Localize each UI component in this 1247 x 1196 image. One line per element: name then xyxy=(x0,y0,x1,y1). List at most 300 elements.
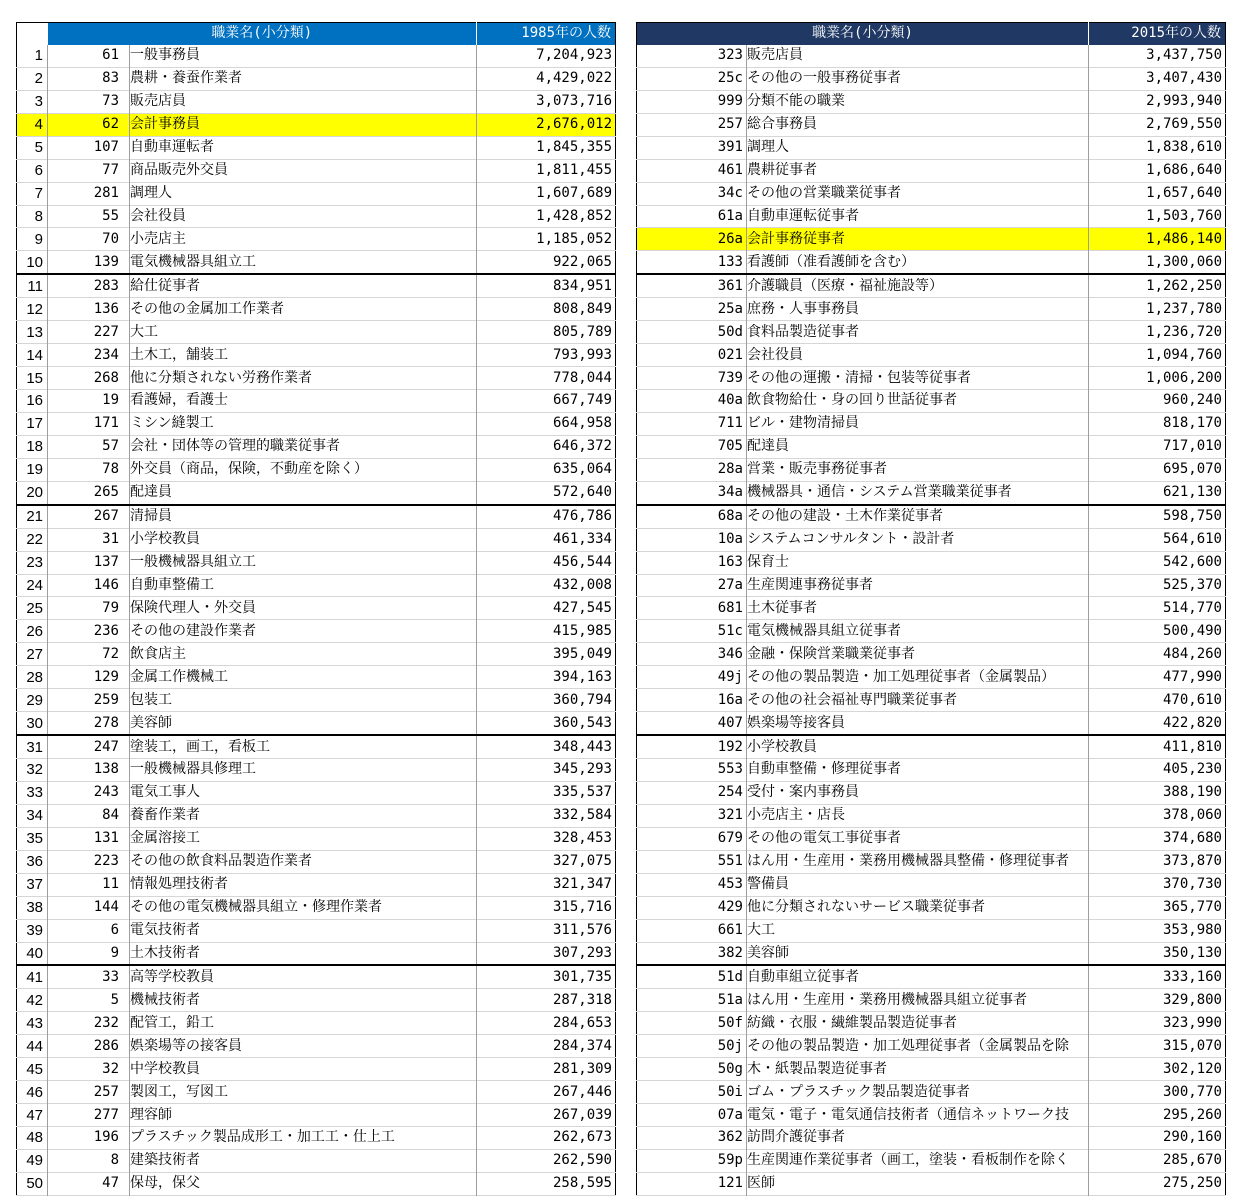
code-cell: 51d xyxy=(717,968,743,985)
occupation-cell: 営業・販売事務従事者 xyxy=(747,458,1089,481)
occupation-header: 職業名(小分類) xyxy=(48,23,477,45)
rank-cell: 31 xyxy=(26,738,43,756)
count-cell: 1,838,610 xyxy=(1089,136,1226,159)
occupation-cell: 保母，保父 xyxy=(130,1172,477,1195)
count-cell: 2,769,550 xyxy=(1089,113,1226,136)
code-cell: 31 xyxy=(48,528,130,551)
count-cell: 329,800 xyxy=(1089,989,1226,1012)
code-cell: 28a xyxy=(717,461,743,478)
rank-cell: 44 xyxy=(26,1037,43,1055)
code-cell: 407 xyxy=(717,714,743,731)
code-cell: 196 xyxy=(48,1127,130,1150)
occupation-cell: 自動車組立従事者 xyxy=(747,965,1089,988)
occupation-cell: その他の飲食料品製造作業者 xyxy=(130,850,477,873)
occupation-cell: 給仕従事者 xyxy=(130,274,477,297)
table-row xyxy=(17,321,616,344)
count-cell: 422,820 xyxy=(1089,712,1226,735)
count-cell: 300,770 xyxy=(1089,1081,1226,1104)
count-cell: 307,293 xyxy=(477,942,616,965)
occupation-cell: 自動車整備工 xyxy=(130,574,477,597)
occupation-cell: 看護婦，看護士 xyxy=(130,390,477,413)
code-cell: 382 xyxy=(717,944,743,961)
count-cell: 262,590 xyxy=(477,1149,616,1172)
count-cell: 415,985 xyxy=(477,620,616,643)
count-cell: 2,993,940 xyxy=(1089,90,1226,113)
rank-cell: 22 xyxy=(26,531,43,549)
table-row xyxy=(17,804,616,827)
rank-cell: 9 xyxy=(34,230,43,248)
occupation-cell: 自動車運転従事者 xyxy=(747,205,1089,228)
occupation-cell: その他の一般事務従事者 xyxy=(747,67,1089,90)
table-row xyxy=(637,1035,1226,1058)
count-cell: 378,060 xyxy=(1089,804,1226,827)
code-cell: 267 xyxy=(48,505,130,528)
count-cell: 470,610 xyxy=(1089,689,1226,712)
count-header: 2015年の人数 xyxy=(1089,23,1226,45)
code-cell: 146 xyxy=(48,574,130,597)
count-cell: 3,437,750 xyxy=(1089,45,1226,67)
table-row xyxy=(637,481,1226,504)
count-cell: 267,446 xyxy=(477,1081,616,1104)
rank-cell: 11 xyxy=(27,277,43,295)
occupation-cell: 一般機械器具組立工 xyxy=(130,551,477,574)
code-cell: 57 xyxy=(48,435,130,458)
code-cell: 6 xyxy=(48,919,130,942)
code-cell: 461 xyxy=(717,162,743,179)
code-cell: 83 xyxy=(48,67,130,90)
rank-cell: 28 xyxy=(26,668,43,686)
rank-cell: 6 xyxy=(34,162,43,180)
code-cell: 361 xyxy=(717,277,743,294)
table-row xyxy=(637,1012,1226,1035)
count-cell: 1,686,640 xyxy=(1089,159,1226,182)
table-row xyxy=(637,551,1226,574)
table-1985 xyxy=(16,22,616,1196)
code-cell: 268 xyxy=(48,367,130,390)
count-cell: 667,749 xyxy=(477,390,616,413)
count-cell: 373,870 xyxy=(1089,850,1226,873)
count-cell: 315,716 xyxy=(477,896,616,919)
occupation-cell: 金融・保険営業職業従事者 xyxy=(747,643,1089,666)
table-row xyxy=(637,1172,1226,1195)
rank-cell: 2 xyxy=(34,70,43,88)
header-row-2015 xyxy=(637,23,1226,45)
code-cell: 32 xyxy=(48,1058,130,1081)
count-cell: 3,073,716 xyxy=(477,90,616,113)
table-row xyxy=(17,528,616,551)
table-row xyxy=(637,1149,1226,1172)
table-row xyxy=(637,735,1226,758)
occupation-cell: 電気・電子・電気通信技術者（通信ネットワーク技 xyxy=(747,1104,1089,1127)
occupation-cell: 販売店員 xyxy=(747,45,1089,67)
table-row xyxy=(637,45,1226,67)
rank-cell: 41 xyxy=(26,968,43,986)
occupation-cell: プラスチック製品成形工・加工工・仕上工 xyxy=(130,1127,477,1150)
occupation-cell: 警備員 xyxy=(747,873,1089,896)
rank-cell: 10 xyxy=(26,253,43,271)
table-row xyxy=(17,574,616,597)
rank-cell: 35 xyxy=(26,830,43,848)
count-cell: 427,545 xyxy=(477,597,616,620)
rank-cell: 13 xyxy=(26,323,43,341)
rank-cell: 32 xyxy=(26,761,43,779)
rank-cell: 45 xyxy=(26,1060,43,1078)
occupation-cell: 大工 xyxy=(130,321,477,344)
table-row xyxy=(17,873,616,896)
code-cell: 51c xyxy=(717,622,743,639)
occupation-cell: 娯楽場等の接客員 xyxy=(130,1035,477,1058)
count-cell: 345,293 xyxy=(477,759,616,782)
table-row xyxy=(637,896,1226,919)
count-cell: 432,008 xyxy=(477,574,616,597)
code-cell: 50g xyxy=(717,1060,743,1077)
table-row xyxy=(17,45,616,67)
occupation-cell: 電気機械器具組立従事者 xyxy=(747,620,1089,643)
code-cell: 391 xyxy=(717,139,743,156)
code-cell: 07a xyxy=(717,1106,743,1123)
count-cell: 1,503,760 xyxy=(1089,205,1226,228)
occupation-cell: ビル・建物清掃員 xyxy=(747,412,1089,435)
table-row xyxy=(637,965,1226,988)
code-cell: 278 xyxy=(48,712,130,735)
rank-cell: 12 xyxy=(26,300,43,318)
count-cell: 484,260 xyxy=(1089,643,1226,666)
code-cell: 49j xyxy=(717,668,743,685)
occupation-cell: 清掃員 xyxy=(130,505,477,528)
occupation-cell: 木・紙製品製造従事者 xyxy=(747,1058,1089,1081)
table-row xyxy=(17,298,616,321)
code-cell: 68a xyxy=(717,508,743,525)
occupation-cell: 飲食店主 xyxy=(130,643,477,666)
occupation-cell: 飲食物給仕・身の回り世話従事者 xyxy=(747,390,1089,413)
table-row xyxy=(17,205,616,228)
count-cell: 311,576 xyxy=(477,919,616,942)
table-row xyxy=(17,274,616,297)
occupation-cell: 電気工事人 xyxy=(130,781,477,804)
count-cell: 405,230 xyxy=(1089,759,1226,782)
occupation-cell: その他の運搬・清掃・包装等従事者 xyxy=(747,367,1089,390)
table-row xyxy=(637,759,1226,782)
occupation-cell: 電気機械器具組立工 xyxy=(130,251,477,274)
occupation-cell: 分類不能の職業 xyxy=(747,90,1089,113)
occupation-cell: 外交員（商品，保険，不動産を除く） xyxy=(130,458,477,481)
count-cell: 370,730 xyxy=(1089,873,1226,896)
count-cell: 1,486,140 xyxy=(1089,228,1226,251)
code-cell: 34c xyxy=(717,185,743,202)
count-cell: 333,160 xyxy=(1089,965,1226,988)
code-cell: 247 xyxy=(48,735,130,758)
code-cell: 346 xyxy=(717,645,743,662)
count-cell: 500,490 xyxy=(1089,620,1226,643)
code-cell: 131 xyxy=(48,827,130,850)
code-cell: 51a xyxy=(717,991,743,1008)
table-row xyxy=(637,1127,1226,1150)
table-row xyxy=(17,1172,616,1195)
code-cell: 711 xyxy=(717,415,743,432)
table-row xyxy=(637,321,1226,344)
count-cell: 834,951 xyxy=(477,274,616,297)
rank-cell: 29 xyxy=(26,691,43,709)
code-cell: 73 xyxy=(48,90,130,113)
table-row xyxy=(637,666,1226,689)
rank-cell: 14 xyxy=(26,346,43,364)
table-row xyxy=(17,251,616,274)
code-cell: 283 xyxy=(48,274,130,297)
table-2015 xyxy=(636,22,1226,1196)
occupation-cell: 大工 xyxy=(747,919,1089,942)
count-cell: 2,676,012 xyxy=(477,113,616,136)
table-row xyxy=(17,850,616,873)
table-row xyxy=(637,90,1226,113)
table-row xyxy=(637,435,1226,458)
count-cell: 1,811,455 xyxy=(477,159,616,182)
occupation-cell: ミシン縫製工 xyxy=(130,412,477,435)
table-row xyxy=(637,597,1226,620)
table-row xyxy=(637,505,1226,528)
table-row xyxy=(17,643,616,666)
rank-cell: 17 xyxy=(26,415,43,433)
count-cell: 275,250 xyxy=(1089,1172,1226,1195)
table-row xyxy=(637,182,1226,205)
occupation-cell: 総合事務員 xyxy=(747,113,1089,136)
header-row-1985 xyxy=(17,23,616,45)
occupation-cell: 農耕従事者 xyxy=(747,159,1089,182)
code-cell: 144 xyxy=(48,896,130,919)
count-cell: 1,845,355 xyxy=(477,136,616,159)
code-cell: 259 xyxy=(48,689,130,712)
occupation-cell: 小売店主・店長 xyxy=(747,804,1089,827)
rank-cell: 19 xyxy=(26,461,43,479)
occupation-cell: 介護職員（医療・福祉施設等） xyxy=(747,274,1089,297)
occupation-cell: 包装工 xyxy=(130,689,477,712)
code-cell: 61 xyxy=(48,45,130,67)
table-row xyxy=(17,620,616,643)
occupation-cell: 製図工，写図工 xyxy=(130,1081,477,1104)
occupation-cell: 他に分類されないサービス職業従事者 xyxy=(747,896,1089,919)
rank-cell: 48 xyxy=(26,1129,43,1147)
count-cell: 818,170 xyxy=(1089,412,1226,435)
occupation-cell: 小学校教員 xyxy=(130,528,477,551)
table-row xyxy=(637,919,1226,942)
rank-cell: 37 xyxy=(26,876,43,894)
occupation-cell: 配管工，鉛工 xyxy=(130,1012,477,1035)
rank-cell: 46 xyxy=(26,1083,43,1101)
table-row xyxy=(637,1058,1226,1081)
code-cell: 84 xyxy=(48,804,130,827)
code-cell: 9 xyxy=(48,942,130,965)
code-cell: 286 xyxy=(48,1035,130,1058)
code-cell: 243 xyxy=(48,781,130,804)
rank-cell: 36 xyxy=(26,853,43,871)
count-cell: 348,443 xyxy=(477,735,616,758)
code-cell: 192 xyxy=(717,738,743,755)
table-row xyxy=(637,528,1226,551)
count-cell: 7,204,923 xyxy=(477,45,616,67)
code-cell: 137 xyxy=(48,551,130,574)
code-cell: 681 xyxy=(717,599,743,616)
count-cell: 717,010 xyxy=(1089,435,1226,458)
count-cell: 525,370 xyxy=(1089,574,1226,597)
code-cell: 553 xyxy=(717,761,743,778)
occupation-cell: 食料品製造従事者 xyxy=(747,321,1089,344)
count-cell: 805,789 xyxy=(477,321,616,344)
occupation-cell: 高等学校教員 xyxy=(130,965,477,988)
count-cell: 281,309 xyxy=(477,1058,616,1081)
occupation-cell: 庶務・人事事務員 xyxy=(747,298,1089,321)
table-row xyxy=(17,1104,616,1127)
count-cell: 1,185,052 xyxy=(477,228,616,251)
count-cell: 374,680 xyxy=(1089,827,1226,850)
occupation-cell: その他の建設作業者 xyxy=(130,620,477,643)
count-cell: 514,770 xyxy=(1089,597,1226,620)
occupation-cell: 調理人 xyxy=(130,182,477,205)
code-cell: 739 xyxy=(717,369,743,386)
table-row xyxy=(637,298,1226,321)
count-cell: 295,260 xyxy=(1089,1104,1226,1127)
table-row xyxy=(637,804,1226,827)
count-cell: 290,160 xyxy=(1089,1127,1226,1150)
code-cell: 19 xyxy=(48,390,130,413)
table-row xyxy=(17,965,616,988)
count-header: 1985年の人数 xyxy=(477,23,616,45)
occupation-cell: はん用・生産用・業務用機械器具組立従事者 xyxy=(747,989,1089,1012)
code-cell: 129 xyxy=(48,666,130,689)
count-cell: 315,070 xyxy=(1089,1035,1226,1058)
rank-cell: 39 xyxy=(26,922,43,940)
code-cell: 25a xyxy=(717,300,743,317)
code-cell: 107 xyxy=(48,136,130,159)
count-cell: 335,537 xyxy=(477,781,616,804)
occupation-cell: 会社役員 xyxy=(130,205,477,228)
code-cell: 171 xyxy=(48,412,130,435)
rank-cell: 21 xyxy=(26,508,43,526)
code-cell: 26a xyxy=(637,228,747,251)
count-cell: 365,770 xyxy=(1089,896,1226,919)
occupation-cell: その他の電気機械器具組立・修理作業者 xyxy=(130,896,477,919)
count-cell: 1,237,780 xyxy=(1089,298,1226,321)
occupation-cell: 機械技術者 xyxy=(130,989,477,1012)
count-cell: 1,657,640 xyxy=(1089,182,1226,205)
code-cell: 257 xyxy=(717,116,743,133)
code-cell: 139 xyxy=(48,251,130,274)
occupation-cell: 配達員 xyxy=(130,481,477,504)
occupation-cell: ゴム・プラスチック製品製造従事者 xyxy=(747,1081,1089,1104)
code-cell: 34a xyxy=(717,484,743,501)
code-cell: 999 xyxy=(717,93,743,110)
count-cell: 323,990 xyxy=(1089,1012,1226,1035)
occupation-cell: その他の製品製造・加工処理従事者（金属製品を除 xyxy=(747,1035,1089,1058)
code-cell: 453 xyxy=(717,876,743,893)
code-cell: 8 xyxy=(48,1149,130,1172)
rank-cell: 7 xyxy=(34,185,43,203)
table-row xyxy=(17,827,616,850)
code-cell: 50d xyxy=(717,323,743,340)
occupation-cell: 塗装工，画工，看板工 xyxy=(130,735,477,758)
count-cell: 808,849 xyxy=(477,298,616,321)
count-cell: 456,544 xyxy=(477,551,616,574)
count-cell: 302,120 xyxy=(1089,1058,1226,1081)
occupation-cell: 中学校教員 xyxy=(130,1058,477,1081)
table-row xyxy=(637,1081,1226,1104)
count-cell: 353,980 xyxy=(1089,919,1226,942)
table-row xyxy=(17,390,616,413)
count-cell: 621,130 xyxy=(1089,481,1226,504)
table-row xyxy=(17,67,616,90)
table-row xyxy=(17,182,616,205)
rank-cell: 42 xyxy=(26,991,43,1009)
table-row xyxy=(17,689,616,712)
code-cell: 138 xyxy=(48,759,130,782)
table-row xyxy=(637,136,1226,159)
rank-cell: 40 xyxy=(26,944,43,962)
table-row xyxy=(637,942,1226,965)
rank-cell: 34 xyxy=(26,807,43,825)
table-row xyxy=(17,551,616,574)
table-row xyxy=(17,1058,616,1081)
occupation-cell: 他に分類されない労務作業者 xyxy=(130,367,477,390)
occupation-cell: 土木従事者 xyxy=(747,597,1089,620)
occupation-cell: 小学校教員 xyxy=(747,735,1089,758)
occupation-cell: 会計事務員 xyxy=(130,113,477,136)
rank-cell: 4 xyxy=(17,113,48,136)
count-cell: 572,640 xyxy=(477,481,616,504)
table-row xyxy=(17,759,616,782)
table-row xyxy=(17,458,616,481)
occupation-cell: 受付・案内事務員 xyxy=(747,781,1089,804)
table-row xyxy=(637,827,1226,850)
rank-cell: 20 xyxy=(26,484,43,502)
occupation-cell: 一般事務員 xyxy=(130,45,477,67)
count-cell: 542,600 xyxy=(1089,551,1226,574)
occupation-cell: 電気技術者 xyxy=(130,919,477,942)
occupation-cell: 一般機械器具修理工 xyxy=(130,759,477,782)
occupation-cell: 美容師 xyxy=(130,712,477,735)
occupation-cell: 生産関連作業従事者（画工，塗装・看板制作を除く xyxy=(747,1149,1089,1172)
occupation-cell: 生産関連事務従事者 xyxy=(747,574,1089,597)
occupation-cell: その他の金属加工作業者 xyxy=(130,298,477,321)
table-row xyxy=(637,689,1226,712)
occupation-cell: 建築技術者 xyxy=(130,1149,477,1172)
rank-cell: 50 xyxy=(26,1175,43,1193)
table-row xyxy=(17,481,616,504)
occupation-cell: 機械器具・通信・システム営業職業従事者 xyxy=(747,481,1089,504)
rank-header-blank xyxy=(17,23,48,45)
occupation-cell: 理容師 xyxy=(130,1104,477,1127)
code-cell: 265 xyxy=(48,481,130,504)
table-row xyxy=(637,873,1226,896)
count-cell: 564,610 xyxy=(1089,528,1226,551)
rank-cell: 18 xyxy=(26,438,43,456)
table-row xyxy=(17,1127,616,1150)
occupation-header: 職業名(小分類) xyxy=(637,23,1089,45)
count-cell: 1,428,852 xyxy=(477,205,616,228)
rank-cell: 15 xyxy=(26,369,43,387)
count-cell: 477,990 xyxy=(1089,666,1226,689)
count-cell: 332,584 xyxy=(477,804,616,827)
code-cell: 705 xyxy=(717,438,743,455)
occupation-cell: 娯楽場等接客員 xyxy=(747,712,1089,735)
occupation-cell: 自動車整備・修理従事者 xyxy=(747,759,1089,782)
rank-cell: 43 xyxy=(26,1014,43,1032)
rank-cell: 49 xyxy=(26,1152,43,1170)
code-cell: 62 xyxy=(48,113,130,136)
occupation-cell: 情報処理技術者 xyxy=(130,873,477,896)
occupation-cell: 自動車運転者 xyxy=(130,136,477,159)
table-row xyxy=(17,1012,616,1035)
occupation-cell: 金属溶接工 xyxy=(130,827,477,850)
count-cell: 350,130 xyxy=(1089,942,1226,965)
table-row xyxy=(637,620,1226,643)
